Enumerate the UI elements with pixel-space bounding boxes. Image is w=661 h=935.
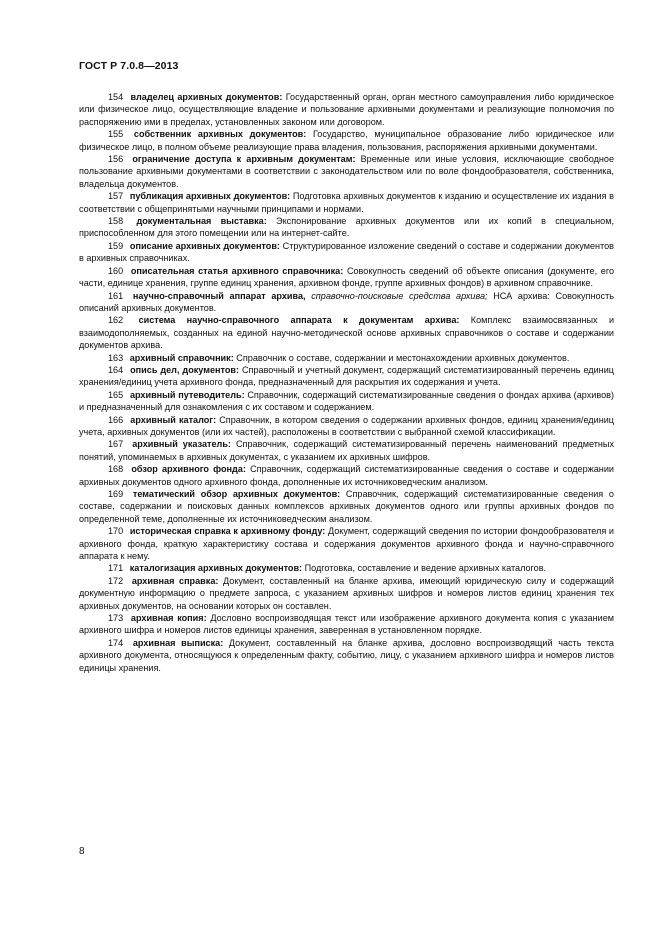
entry-term: архивный каталог: [130, 414, 217, 425]
entry-definition: Совокупность сведений об объекте описания (документе, его части, единице хранения, группе единиц хранения, архивном фонде, группе архивных фондов) в архивном справочнике. [79, 265, 615, 289]
entry-term: архивный путеводитель: [129, 389, 245, 400]
entry-definition: Экспонирование архивных документов или их копий в специальном, приспособленном для этого помещении или на интернет-сайте. [79, 216, 615, 239]
entry-definition: Справочник о составе, содержании и местонахождении архивных документов. [236, 352, 570, 363]
entry-term: архивная копия: [130, 613, 207, 624]
glossary-entry [79, 575, 614, 612]
glossary-entry [79, 190, 614, 215]
glossary-entry [79, 612, 614, 637]
entry-number: 158 [108, 216, 124, 227]
entry-number: 163 [108, 352, 124, 363]
entry-definition: Подготовка архивных документов к изданию и осуществление их издания в соответствии с общепринятыми научными принципами и нормами. [79, 191, 614, 214]
entry-number: 167 [108, 439, 124, 450]
entry-term: владелец архивных документов: [130, 92, 283, 102]
entry-number: 159 [108, 240, 124, 251]
glossary-entry [79, 414, 614, 439]
glossary-entry [79, 562, 614, 574]
entry-number: 161 [108, 290, 124, 301]
entry-term: каталогизация архивных документов: [129, 563, 303, 574]
glossary-entry [79, 290, 614, 315]
glossary-entry [79, 153, 614, 190]
glossary-entry [79, 463, 614, 488]
entry-number: 157 [108, 191, 124, 202]
entry-definition: Государственный орган, орган местного самоуправления либо юридическое или физическое лицо, осуществляющие владение и пользование архивными документами и реализующие полномочия по распоряжению ими в пределах, установленных законом или договором. [79, 92, 614, 127]
entry-number: 165 [108, 389, 124, 400]
entry-definition: Документ, составленный на бланке архива, имеющий юридическую силу и содержащий документную информацию о предмете запроса, с указанием архивных шифров и номеров листов единиц хранения тех архивных документов, на основании которых он составлен. [79, 575, 615, 611]
entry-number: 166 [108, 414, 124, 425]
entry-definition: Документ, составленный на бланке архива, дословно воспроизводящий часть текста архивного документа, относящуюся к определенным факту, событию, лицу, с указанием архивного шифра и номеров листов единицы хранения. [79, 637, 614, 673]
entry-definition: Структурированное изложение сведений о составе и содержании документов в архивных справочниках. [79, 240, 614, 264]
entry-definition: Справочник, содержащий систематизированные сведения о составе, содержании и поисковых данных комплексов архивных документов одного или группы архивных фондов по определенной теме, дополненные их источниковедческим анализом. [79, 489, 614, 524]
entry-term: собственник архивных документов: [133, 129, 307, 140]
entry-definition: Комплекс взаимосвязанных и взаимодополняемых, созданных на единой научно-методической основе архивных справочников о составе и содержании документов архива. [79, 315, 615, 351]
entry-number: 173 [108, 613, 124, 624]
glossary-entry [79, 389, 614, 414]
entry-term: архивная выписка: [132, 637, 224, 648]
entry-term: описание архивных документов: [129, 240, 280, 251]
entry-number: 164 [108, 364, 124, 375]
entry-definition: Справочник, содержащий систематизированные сведения о составе и содержании архивных документов одного архивного фонда, дополненные их источниковедческим анализом. [79, 464, 614, 487]
entry-definition: Справочный и учетный документ, содержащий систематизированный перечень единиц хранения/единиц учета архивного фонда, предназначенный для раскрытия их содержания и учета. [79, 364, 614, 388]
entry-definition: Документ, содержащий сведения по истории фондообразователя и архивного фонда, краткую характеристику состава и содержания документов архивного фонда и научно-справочного аппарата к нему. [79, 526, 614, 562]
entry-term: опись дел, документов: [130, 364, 240, 375]
entry-number: 168 [108, 464, 124, 475]
entry-term: архивный справочник: [129, 352, 234, 363]
glossary-entry [79, 438, 614, 463]
entry-term: публикация архивных документов: [129, 191, 291, 202]
glossary-entry [79, 352, 614, 364]
entry-abbreviation: НСА архива: [493, 290, 550, 301]
standard-header: ГОСТ Р 7.0.8—2013 [79, 60, 179, 72]
glossary-entry [79, 314, 614, 351]
entry-term: тематический обзор архивных документов: [132, 489, 341, 499]
entry-definition: Государство, муниципальное образование либо юридическое или физическое лицо, в полном объеме реализующие права владения, пользования, распоряжения архивными документами. [79, 129, 614, 152]
entry-number: 162 [108, 315, 124, 326]
entry-term: научно-справочный аппарат архива, [132, 290, 306, 301]
entry-number: 160 [108, 265, 124, 276]
glossary-entry [79, 215, 614, 240]
entry-definition: Справочник, содержащий систематизированный перечень наименований предметных понятий, упоминаемых в архивных документах, с указанием их архивных шифров. [79, 439, 614, 462]
glossary-entry [79, 637, 614, 674]
glossary-entry [79, 128, 614, 153]
entry-definition: Подготовка, составление и ведение архивных каталогов. [304, 563, 547, 574]
entry-definition: Справочник, в котором сведения о содержании архивных фондов, единиц хранения/единиц учета, архивных документов (или их частей), расположены в соответствии с выбранной схемой классификации. [79, 414, 615, 437]
entry-definition: Дословно воспроизводящая текст или изображение архивного документа копия с указанием архивного шифра и номеров листов единицы хранения, заверенная в установленном порядке. [79, 613, 615, 636]
glossary-entries [79, 91, 614, 674]
glossary-entry [79, 265, 614, 290]
entry-number: 174 [108, 637, 124, 648]
entry-definition: Совокупность описаний архивных документов. [79, 290, 614, 313]
entry-alt-term: справочно-поисковые средства архива; [311, 290, 488, 301]
glossary-entry [79, 525, 614, 562]
glossary-entry [79, 488, 614, 525]
entry-definition: Временные или иные условия, исключающие свободное пользование архивными документами в соответствии с законодательством или по воле фондообразователя, собственника, владельца документов. [79, 154, 615, 189]
entry-number: 155 [108, 129, 124, 140]
entry-number: 172 [108, 575, 124, 586]
entry-number: 156 [108, 154, 124, 165]
entry-term: архивная справка: [131, 575, 219, 586]
glossary-entry [79, 364, 614, 389]
entry-term: система научно-справочного аппарата к документам архива: [138, 315, 460, 326]
entry-term: описательная статья архивного справочника: [130, 265, 344, 276]
entry-number: 169 [108, 489, 124, 499]
entry-term: архивный указатель: [132, 439, 231, 450]
entry-number: 170 [108, 526, 124, 537]
entry-term: документальная выставка: [136, 216, 267, 227]
entry-number: 154 [108, 92, 124, 102]
glossary-entry [79, 240, 614, 265]
entry-term: ограничение доступа к архивным документам: [132, 154, 356, 165]
entry-definition: Справочник, содержащий систематизированные сведения о фондах архива (архивов) и предназначенный для ознакомления с их составом и содержанием. [79, 389, 614, 413]
entry-term: историческая справка к архивному фонду: [129, 526, 326, 537]
page-number: 8 [79, 846, 85, 857]
entry-term: обзор архивного фонда: [131, 464, 246, 475]
entry-number: 171 [108, 563, 124, 574]
glossary-entry [79, 91, 614, 128]
